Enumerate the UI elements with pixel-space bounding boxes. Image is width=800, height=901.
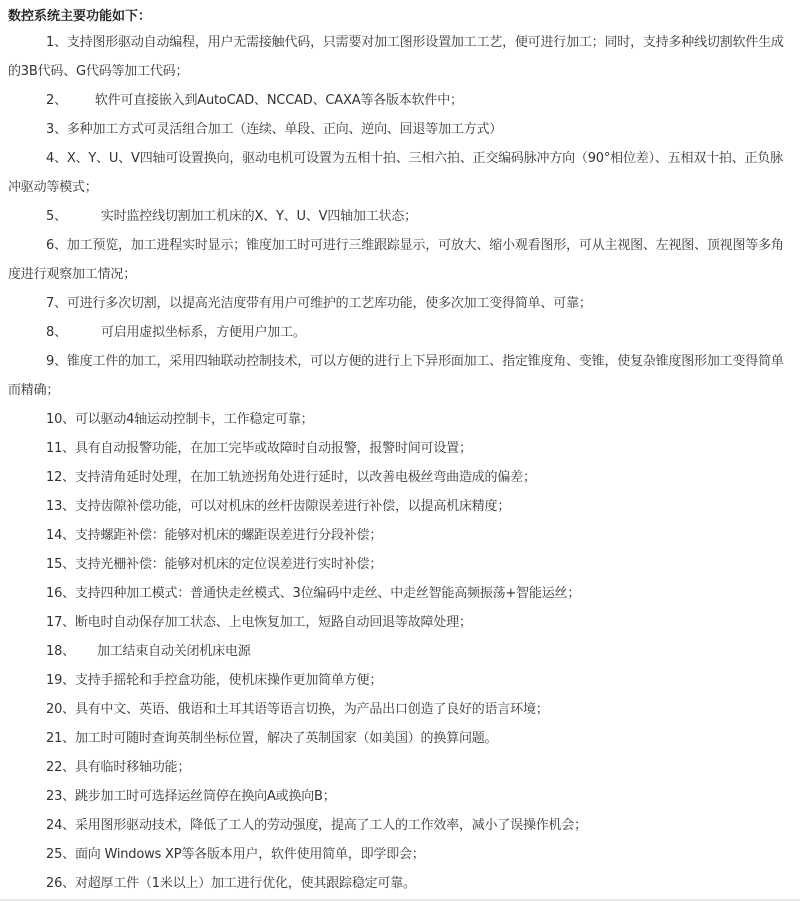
- item-number: 24、: [46, 818, 75, 833]
- item-text: 加工预览，加工进程实时显示；锥度加工时可进行三维跟踪显示，可放大、缩小观看图形，可从主视图、左视图、顶视图等多角度进行观察加工情况；: [8, 238, 784, 282]
- list-item: [8, 434, 794, 463]
- item-text: 跳步加工时可选择运丝筒停在换向A或换向B；: [74, 789, 336, 804]
- item-text: 加工结束自动关闭机床电源: [96, 644, 251, 659]
- list-item: [8, 637, 794, 666]
- list-item: [8, 231, 794, 289]
- item-number: 25、: [46, 847, 75, 862]
- item-text: 支持图形驱动自动编程，用户无需接触代码，只需要对加工图形设置加工工艺，便可进行加工；同时，支持多种线切割软件生成的3B代码、G代码等加工代码；: [8, 35, 784, 79]
- item-text: 软件可直接嵌入到AutoCAD、NCCAD、CAXA等各版本软件中；: [94, 93, 463, 108]
- feature-list: [8, 28, 794, 898]
- item-number: 2、: [46, 93, 67, 108]
- item-text: 可启用虚拟坐标系，方便用户加工。: [100, 325, 306, 340]
- item-number: 6、: [46, 238, 67, 253]
- list-item: [8, 811, 794, 840]
- item-number: 18、: [46, 644, 75, 659]
- item-number: 3、: [46, 122, 67, 137]
- item-number: 23、: [46, 789, 75, 804]
- item-text: 可以驱动4轴运动控制卡，工作稳定可靠；: [74, 412, 314, 427]
- item-number: 9、: [46, 354, 67, 369]
- list-item: [8, 289, 794, 318]
- item-text: 采用图形驱动技术，降低了工人的劳动强度，提高了工人的工作效率，减小了误操作机会；: [74, 818, 587, 833]
- list-item: [8, 521, 794, 550]
- list-item: [8, 550, 794, 579]
- list-item: [8, 28, 794, 86]
- list-item: [8, 666, 794, 695]
- list-item: [8, 347, 794, 405]
- item-number: 20、: [46, 702, 75, 717]
- item-text: 支持清角延时处理，在加工轨迹拐角处进行延时，以改善电极丝弯曲造成的偏差；: [74, 470, 536, 485]
- list-item: [8, 695, 794, 724]
- item-text: 具有临时移轴功能；: [74, 760, 191, 775]
- item-text: 多种加工方式可灵活组合加工（连续、单段、正向、逆向、回退等加工方式）: [66, 122, 503, 137]
- item-text: 支持螺距补偿：能够对机床的螺距误差进行分段补偿；: [74, 528, 383, 543]
- item-number: 16、: [46, 586, 75, 601]
- item-text: 锥度工件的加工，采用四轴联动控制技术，可以方便的进行上下异形面加工、指定锥度角、变锥，使复杂锥度图形加工变得简单而精确；: [8, 354, 784, 398]
- item-text: X、Y、U、V四轴可设置换向，驱动电机可设置为五相十拍、三相六拍、正交编码脉冲方向（90°相位差）、五相双十拍、正负脉冲驱动等模式；: [8, 151, 783, 195]
- list-item: [8, 463, 794, 492]
- item-text: 具有自动报警功能，在加工完毕或故障时自动报警，报警时间可设置；: [74, 441, 472, 456]
- item-number: 11、: [46, 441, 75, 456]
- item-number: 13、: [46, 499, 75, 514]
- list-item: [8, 869, 794, 898]
- item-text: 支持齿隙补偿功能，可以对机床的丝杆齿隙误差进行补偿，以提高机床精度；: [74, 499, 511, 514]
- item-number: 19、: [46, 673, 75, 688]
- list-item: [8, 579, 794, 608]
- list-item: [8, 405, 794, 434]
- list-item: [8, 840, 794, 869]
- item-number: 7、: [46, 296, 67, 311]
- list-item: [8, 318, 794, 347]
- item-text: 具有中文、英语、俄语和土耳其语等语言切换，为产品出口创造了良好的语言环境；: [74, 702, 549, 717]
- list-item: [8, 492, 794, 521]
- item-text: 面向 Windows XP等各版本用户，软件使用简单，即学即会；: [74, 847, 425, 862]
- list-item: [8, 115, 794, 144]
- list-item: [8, 86, 794, 115]
- item-text: 可进行多次切割，以提高光洁度带有用户可维护的工艺库功能，使多次加工变得简单、可靠；: [66, 296, 592, 311]
- item-number: 14、: [46, 528, 75, 543]
- item-text: 对超厚工件（1米以上）加工进行优化，使其跟踪稳定可靠。: [74, 876, 416, 891]
- item-text: 支持手摇轮和手控盒功能，使机床操作更加简单方便；: [74, 673, 383, 688]
- item-number: 26、: [46, 876, 75, 891]
- item-text: 实时监控线切割加工机床的X、Y、U、V四轴加工状态；: [100, 209, 417, 224]
- item-number: 12、: [46, 470, 75, 485]
- list-item: [8, 144, 794, 202]
- item-number: 10、: [46, 412, 75, 427]
- item-number: 21、: [46, 731, 75, 746]
- item-number: 1、: [46, 35, 67, 50]
- item-text: 支持四种加工模式：普通快走丝模式、3位编码中走丝、中走丝智能高频振荡+智能运丝；: [74, 586, 581, 601]
- item-text: 支持光栅补偿：能够对机床的定位误差进行实时补偿；: [74, 557, 383, 572]
- item-text: 加工时可随时查询英制坐标位置，解决了英制国家（如美国）的换算问题。: [74, 731, 498, 746]
- item-number: 4、: [46, 151, 67, 166]
- list-item: [8, 753, 794, 782]
- list-item: [8, 202, 794, 231]
- list-item: [8, 608, 794, 637]
- item-number: 8、: [46, 325, 67, 340]
- list-item: [8, 782, 794, 811]
- item-number: 17、: [46, 615, 75, 630]
- item-number: 15、: [46, 557, 75, 572]
- list-item: [8, 724, 794, 753]
- item-number: 22、: [46, 760, 75, 775]
- item-text: 断电时自动保存加工状态、上电恢复加工，短路自动回退等故障处理；: [74, 615, 472, 630]
- page-title: 数控系统主要功能如下：: [8, 9, 152, 24]
- item-number: 5、: [46, 209, 67, 224]
